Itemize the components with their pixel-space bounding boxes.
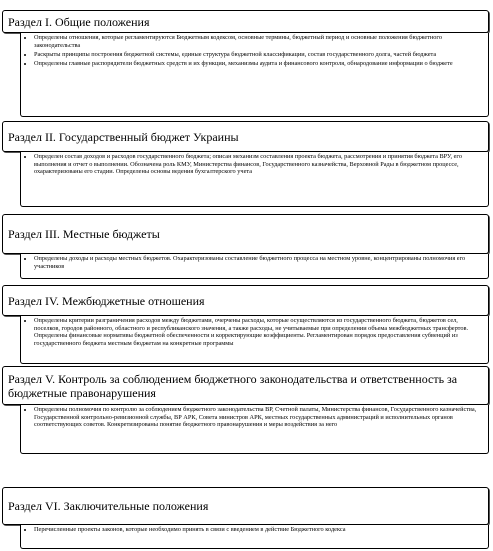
section-3-title: Раздел III. Местные бюджеты (8, 227, 160, 241)
section-1-item: • Определены отношения, которые регламентируются Бюджетным кодексом, основные термины, бюджетный период и основные положения бюджетного законодательства (34, 34, 482, 49)
section-4-title: Раздел IV. Межбюджетные отношения (8, 293, 205, 308)
section-6-title: Раздел VI. Заключительные положения (8, 499, 209, 513)
section-6-body (20, 525, 489, 549)
section-1-title: Раздел I. Общие положения (8, 14, 150, 29)
section-5-item: • Определены полномочия по контролю за соблюдением бюджетного законодательства ВР, Счетной палаты, Министерства финансов, Государственного казначейства, Государственной контрольно-ревизионной службы, ВР АРК, Совета министров АРК, местных государственных администраций и исполнительных органов соответствующих советов. Конкретизированы понятие бюджетного правонарушения и меры воздействия за него (34, 406, 482, 429)
section-3-header (2, 214, 489, 254)
section-3-item: • Определены доходы и расходы местных бюджетов. Охарактеризованы составление бюджетного процесса на местном уровне, концентрированы полномочия его участников (34, 255, 482, 270)
section-5-title: Раздел V. Контроль за соблюдением бюджетного законодательства и ответственность за бюджетные правонарушения (8, 371, 458, 400)
section-5-body (20, 405, 489, 454)
section-5-header (2, 366, 489, 405)
section-2-title: Раздел II. Государственный бюджет Украины (8, 129, 239, 144)
section-2-header (2, 121, 489, 152)
section-6-item: • Перечисленные проекты законов, которые необходимо принять в связи с введением в действие Бюджетного кодекса (34, 526, 482, 534)
section-1-item: • Определены главные распорядители бюджетных средств и их функции, механизмы аудита и финансового контроля, обнародование информации о бюджете (34, 60, 482, 68)
section-2-item: • Определен состав доходов и расходов государственного бюджета; описан механизм составления проекта бюджета, рассмотрения и принятия бюджета ВРУ, его выполнения и отчет о выполнении. Обозначена роль КМУ, Министерства финансов, Государственного казначейства, Верховной Рады в бюджетном процессе, охарактеризованы его стадии. Определены основы ведения бухгалтерского учета (34, 153, 482, 176)
section-4-body (20, 316, 489, 364)
section-2-body (20, 152, 489, 207)
section-4-item: • Определены критерии разграничения расходов между бюджетами, очерчены расходы, которые осуществляются из государственного бюджета, бюджетов сел, поселков, городов районного, областного и республиканского значения, а также расходы, не учитываемые при определении объема межбюджетных трансфертов. Определены финансовые нормативы бюджетной обеспеченности и корректирующие коэффициенты. Регламентирован порядок предоставления субвенций из государственного бюджета местным бюджетам на конкретные программы (34, 317, 482, 347)
section-1-body (20, 33, 489, 117)
section-1-item: • Раскрыты принципы построения бюджетной системы, единые структура бюджетной классификации, состав государственного долга, частей бюджета (34, 51, 482, 59)
section-1-header (2, 10, 489, 33)
section-3-body (20, 254, 489, 279)
section-6-header (2, 487, 489, 525)
section-4-header (2, 285, 489, 316)
